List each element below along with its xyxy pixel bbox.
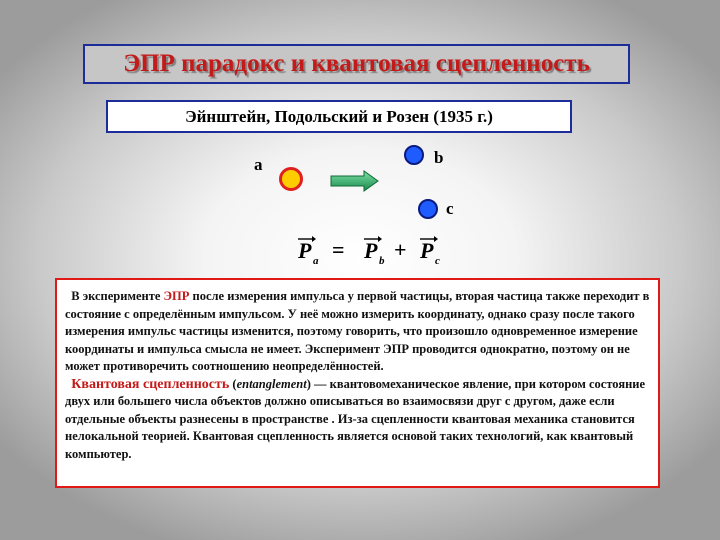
entanglement-term: Квантовая сцепленность xyxy=(71,376,230,392)
paragraph-epr-rest: после измерения импульса у первой частицы, вторая частица также переходит в состояние с определённым импульсом. У неё можно измерить координату, однако сразу после такого измерения импульс частицы изменится, поэтому говорить, что произошло одновременное измерение координаты и импульса смысла не имеет. Эксперимент ЭПР проводится однократно, поэтому он не может противоречить соотношению неопределённостей. xyxy=(65,289,650,373)
paragraph-entanglement-rest: ) — квантовомеханическое явление, при котором состояние двух или большего числа объектов должно описываться во взаимосвязи друг с другом, даже если отдельные объекты разнесены в пространстве . Из-за сцепленности квантовая механика становится нелокальной теорией. Квантовая сцепленность является основой таких технологий, как квантовый компьютер. xyxy=(65,376,646,461)
paragraph-epr xyxy=(65,288,652,376)
epr-term: ЭПР xyxy=(163,289,190,303)
authors-caption: Эйнштейн, Подольский и Розен (1935 г.) xyxy=(185,106,493,126)
momentum-formula xyxy=(296,230,456,270)
particle-c xyxy=(418,199,438,219)
formula-equals: = xyxy=(332,237,345,262)
particle-b xyxy=(404,145,424,165)
authors-box xyxy=(106,100,572,133)
formula-sub-b: b xyxy=(379,255,385,267)
label-c: c xyxy=(446,199,454,218)
arrow-right-icon xyxy=(330,170,380,192)
particle-a xyxy=(279,167,303,191)
entanglement-english: entanglement xyxy=(236,376,307,391)
paragraph-epr-lead: В эксперименте xyxy=(71,289,164,303)
formula-sub-c: c xyxy=(435,255,440,267)
title-box xyxy=(83,44,630,84)
formula-sub-a: a xyxy=(313,255,319,267)
explanation-box xyxy=(55,278,660,488)
label-b: b xyxy=(434,148,444,167)
formula-p-b: P xyxy=(364,238,378,263)
paragraph-entanglement xyxy=(65,376,652,464)
formula-plus: + xyxy=(394,237,407,262)
formula-p-c: P xyxy=(420,238,434,263)
formula-p-a: P xyxy=(298,238,312,263)
paren-open: ( xyxy=(229,376,237,391)
label-a: a xyxy=(254,155,263,174)
slide-title: ЭПР парадокс и квантовая сцепленность xyxy=(123,50,590,77)
